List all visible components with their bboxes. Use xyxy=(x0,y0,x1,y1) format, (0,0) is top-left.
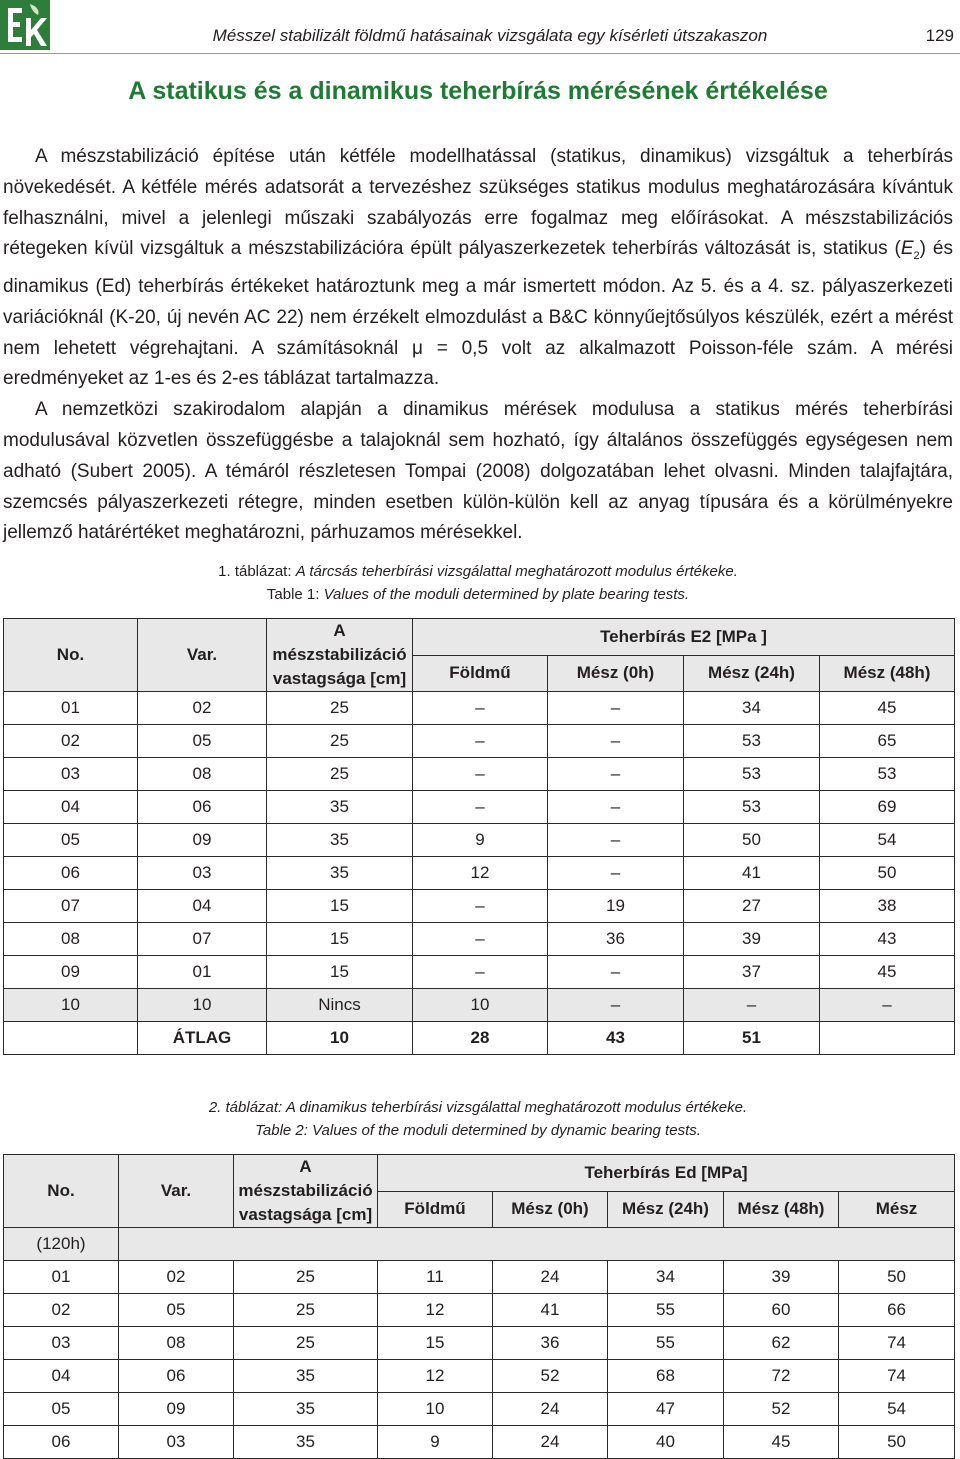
table-cell: 06 xyxy=(4,857,138,890)
table-cell: 53 xyxy=(684,791,820,824)
header-divider xyxy=(0,53,960,54)
table-cell: 43 xyxy=(820,923,955,956)
table-cell: 52 xyxy=(493,1360,608,1393)
table-cell: 04 xyxy=(138,890,267,923)
table2-col-header: Mész xyxy=(839,1191,955,1228)
table1-average-row xyxy=(4,1022,955,1055)
table-cell: 39 xyxy=(724,1261,839,1294)
paragraph-1-part-a: A mészstabilizáció építése után kétféle modellhatással (statikus, dinamikus) vizsgáltuk a teherbírás növekedését. A kétféle mérés adatsorát a tervezéshez szükséges statikus modulus meghatározására kívántuk felhasználni, mivel a jelenlegi műszaki szabályozás erre fogalmaz meg előírásokat. A mészstabilizációs rétegeken kívül vizsgáltuk a mészstabilizációra épült pályaszerkezetek teherbírás változását is, statikus ( xyxy=(3,146,953,260)
table-cell: 50 xyxy=(820,857,955,890)
table-cell: – xyxy=(548,857,684,890)
table-cell: 38 xyxy=(820,890,955,923)
table2-header-overflow: (120h) xyxy=(4,1228,119,1261)
table-cell: 09 xyxy=(119,1393,234,1426)
table-cell: 34 xyxy=(608,1261,724,1294)
table-cell: 9 xyxy=(378,1426,493,1459)
table-row xyxy=(4,1261,955,1294)
table-cell: – xyxy=(413,758,548,791)
table-cell: 35 xyxy=(234,1426,378,1459)
table-cell: 03 xyxy=(138,857,267,890)
table-cell: 08 xyxy=(119,1327,234,1360)
table-cell: 24 xyxy=(493,1426,608,1459)
table-cell: 12 xyxy=(378,1360,493,1393)
table-cell: 25 xyxy=(267,692,413,725)
table-row xyxy=(4,923,955,956)
table-cell: 41 xyxy=(684,857,820,890)
table-cell: 50 xyxy=(839,1261,955,1294)
table1-header-thickness: A mészstabilizáció vastagsága [cm] xyxy=(267,619,413,692)
table-row xyxy=(4,890,955,923)
table-cell: – xyxy=(413,692,548,725)
table-cell: – xyxy=(548,989,684,1022)
table-cell: Nincs xyxy=(267,989,413,1022)
table1-caption-en: Values of the moduli determined by plate bearing tests. xyxy=(323,586,690,603)
table-cell: 07 xyxy=(138,923,267,956)
table-cell: 47 xyxy=(608,1393,724,1426)
table1-average-value: 10 xyxy=(267,1022,413,1055)
table-cell: 12 xyxy=(378,1294,493,1327)
table-cell: 15 xyxy=(267,890,413,923)
table-cell: – xyxy=(684,989,820,1022)
table1-average-label: ÁTLAG xyxy=(138,1022,267,1055)
page-number: 129 xyxy=(925,26,954,45)
section-title: A statikus és a dinamikus teherbírás mérésének értékelése xyxy=(128,77,828,105)
table-row xyxy=(4,1360,955,1393)
table1-col-header: Mész (48h) xyxy=(820,655,955,692)
table-cell: – xyxy=(548,725,684,758)
table1-caption-en-prefix: Table 1: xyxy=(266,586,324,603)
table-cell: 03 xyxy=(4,758,138,791)
table-cell: 53 xyxy=(684,758,820,791)
table-cell: 40 xyxy=(608,1426,724,1459)
table-cell: 35 xyxy=(234,1393,378,1426)
table-row xyxy=(4,857,955,890)
table-cell: – xyxy=(548,824,684,857)
table2-header-no: No. xyxy=(4,1155,119,1228)
table-cell: 04 xyxy=(4,791,138,824)
table2-col-header: Mész (48h) xyxy=(724,1191,839,1228)
table-cell: 50 xyxy=(684,824,820,857)
table-cell: 54 xyxy=(820,824,955,857)
table-cell: 34 xyxy=(684,692,820,725)
table-cell: 45 xyxy=(820,956,955,989)
table-row xyxy=(4,692,955,725)
table-cell: 01 xyxy=(4,692,138,725)
table2 xyxy=(3,1154,955,1459)
table-cell: 69 xyxy=(820,791,955,824)
table-cell: 39 xyxy=(684,923,820,956)
table1-average-spacer xyxy=(820,1022,955,1055)
table-row xyxy=(4,791,955,824)
table-row xyxy=(4,758,955,791)
table-row xyxy=(4,1426,955,1459)
table1-average-value: 28 xyxy=(413,1022,548,1055)
table-cell: 72 xyxy=(724,1360,839,1393)
table-cell: 09 xyxy=(138,824,267,857)
table-cell: 10 xyxy=(413,989,548,1022)
table-row xyxy=(4,725,955,758)
table-cell: – xyxy=(413,890,548,923)
table-cell: 45 xyxy=(820,692,955,725)
table-row xyxy=(4,1294,955,1327)
table-cell: 05 xyxy=(138,725,267,758)
table-cell: 12 xyxy=(413,857,548,890)
table-cell: 02 xyxy=(119,1261,234,1294)
table-cell: 10 xyxy=(4,989,138,1022)
table-cell: – xyxy=(413,725,548,758)
table-cell: 06 xyxy=(119,1360,234,1393)
table-cell: 27 xyxy=(684,890,820,923)
table-cell: 24 xyxy=(493,1261,608,1294)
table-cell: 01 xyxy=(4,1261,119,1294)
table1-col-header: Földmű xyxy=(413,655,548,692)
table-cell: 04 xyxy=(4,1360,119,1393)
table-cell: 35 xyxy=(267,857,413,890)
table2-header-overflow-filler xyxy=(119,1228,955,1261)
table-row xyxy=(4,824,955,857)
table-cell: 53 xyxy=(820,758,955,791)
table-cell: 02 xyxy=(4,1294,119,1327)
table1-col-header: Mész (0h) xyxy=(548,655,684,692)
table-cell: 15 xyxy=(378,1327,493,1360)
table-cell: 10 xyxy=(138,989,267,1022)
table-cell: 9 xyxy=(413,824,548,857)
table-cell: 36 xyxy=(493,1327,608,1360)
table-cell: 09 xyxy=(4,956,138,989)
table-cell: – xyxy=(548,956,684,989)
table-cell: – xyxy=(413,923,548,956)
table-cell: 54 xyxy=(839,1393,955,1426)
paragraph-2: A nemzetközi szakirodalom alapján a dinamikus mérések modulusa a statikus mérés teherbírási modulusával közvetlen összefüggésbe a talajoknál sem hozható, így általános összefüggés egységesen nem adható (Subert 2005). A témáról részletesen Tompai (2008) dolgozatában lehet olvasni. Minden talajfajtára, szemcsés pályaszerkezeti rétegre, minden esetben külön-külön kell az anyag típusára és a körülményekre jellemző határértéket meghatározni, párhuzamos mérésekkel. xyxy=(3,399,953,544)
table-cell: 07 xyxy=(4,890,138,923)
table-cell: 62 xyxy=(724,1327,839,1360)
table-cell: 11 xyxy=(378,1261,493,1294)
table-cell: 55 xyxy=(608,1294,724,1327)
table1-header-group: Teherbírás E2 [MPa ] xyxy=(413,619,955,656)
table-cell: 08 xyxy=(138,758,267,791)
table-cell: 03 xyxy=(4,1327,119,1360)
table1-average-spacer xyxy=(4,1022,138,1055)
table-cell: 08 xyxy=(4,923,138,956)
table-cell: 10 xyxy=(378,1393,493,1426)
e2-symbol: E xyxy=(900,238,914,260)
table-cell: 65 xyxy=(820,725,955,758)
table-cell: 19 xyxy=(548,890,684,923)
table1-average-value: 51 xyxy=(684,1022,820,1055)
paragraph-1-part-b: ) és dinamikus (Ed) teherbírás értékeket határoztunk meg a már ismertett módon. Az 5. és a 4. sz. pályaszerkezeti variációknál (K-20, új nevén AC 22) nem érzékelt elmozdulást a B&C könnyűejtősúlyos készülék, ezért a mérést nem lehetett végrehajtani. A számításoknál μ = 0,5 volt az alkalmazott Poisson-féle szám. A mérési eredményeket az 1-es és 2-es táblázat tartalmazza. xyxy=(3,238,953,390)
table1 xyxy=(3,618,955,1055)
table-row xyxy=(4,956,955,989)
body-text xyxy=(3,142,953,549)
table-cell: 60 xyxy=(724,1294,839,1327)
table1-header-no: No. xyxy=(4,619,138,692)
table1-col-header: Mész (24h) xyxy=(684,655,820,692)
table-cell: – xyxy=(548,692,684,725)
table-cell: 53 xyxy=(684,725,820,758)
table2-col-header: Mész (24h) xyxy=(608,1191,724,1228)
table1-header-var: Var. xyxy=(138,619,267,692)
table1-caption xyxy=(0,560,956,606)
table-cell: 36 xyxy=(548,923,684,956)
table-cell: 66 xyxy=(839,1294,955,1327)
table-cell: 74 xyxy=(839,1327,955,1360)
table2-col-header: Földmű xyxy=(378,1191,493,1228)
table-cell: 05 xyxy=(4,1393,119,1426)
table-cell: – xyxy=(413,791,548,824)
table-cell: 06 xyxy=(138,791,267,824)
running-title: Mésszel stabilizált földmű hatásainak vizsgálata egy kísérleti útszakaszon xyxy=(212,26,768,45)
e2-subscript: 2 xyxy=(913,250,920,263)
table2-header-group: Teherbírás Ed [MPa] xyxy=(378,1155,955,1192)
table-cell: 68 xyxy=(608,1360,724,1393)
table2-col-header: Mész (0h) xyxy=(493,1191,608,1228)
table-cell: 35 xyxy=(267,791,413,824)
table2-caption-en: Table 2: Values of the moduli determined by dynamic bearing tests. xyxy=(255,1122,701,1139)
table-cell: 35 xyxy=(267,824,413,857)
table-cell: 02 xyxy=(4,725,138,758)
table-cell: 55 xyxy=(608,1327,724,1360)
table-cell: 25 xyxy=(234,1261,378,1294)
table-cell: 03 xyxy=(119,1426,234,1459)
table-cell: 25 xyxy=(267,725,413,758)
table-cell: 25 xyxy=(267,758,413,791)
table-row xyxy=(4,1393,955,1426)
table2-caption-hu: 2. táblázat: A dinamikus teherbírási vizsgálattal meghatározott modulus értékeke. xyxy=(208,1099,748,1116)
table-cell: – xyxy=(548,758,684,791)
table-cell: 50 xyxy=(839,1426,955,1459)
table-cell: 15 xyxy=(267,923,413,956)
table-cell: 06 xyxy=(4,1426,119,1459)
table-cell: – xyxy=(820,989,955,1022)
table-cell: 41 xyxy=(493,1294,608,1327)
table-cell: 35 xyxy=(234,1360,378,1393)
table-cell: 52 xyxy=(724,1393,839,1426)
table1-average-value: 43 xyxy=(548,1022,684,1055)
table-cell: – xyxy=(413,956,548,989)
table2-header-thickness: A mészstabilizáció vastagsága [cm] xyxy=(234,1155,378,1228)
table-cell: 24 xyxy=(493,1393,608,1426)
table-cell: 37 xyxy=(684,956,820,989)
paragraph-1 xyxy=(3,142,953,395)
table-cell: 25 xyxy=(234,1294,378,1327)
table-cell: 25 xyxy=(234,1327,378,1360)
table-cell: 01 xyxy=(138,956,267,989)
table-row xyxy=(4,989,955,1022)
table2-caption xyxy=(0,1096,956,1142)
table-row xyxy=(4,1327,955,1360)
table1-caption-hu-prefix: 1. táblázat: xyxy=(218,563,296,580)
table-cell: 74 xyxy=(839,1360,955,1393)
table-cell: 45 xyxy=(724,1426,839,1459)
table-cell: 15 xyxy=(267,956,413,989)
table-cell: 05 xyxy=(4,824,138,857)
table1-caption-hu: A tárcsás teherbírási vizsgálattal meghatározott modulus értékeke. xyxy=(295,563,738,580)
table-cell: 05 xyxy=(119,1294,234,1327)
table2-header-var: Var. xyxy=(119,1155,234,1228)
table-cell: – xyxy=(548,791,684,824)
table-cell: 02 xyxy=(138,692,267,725)
